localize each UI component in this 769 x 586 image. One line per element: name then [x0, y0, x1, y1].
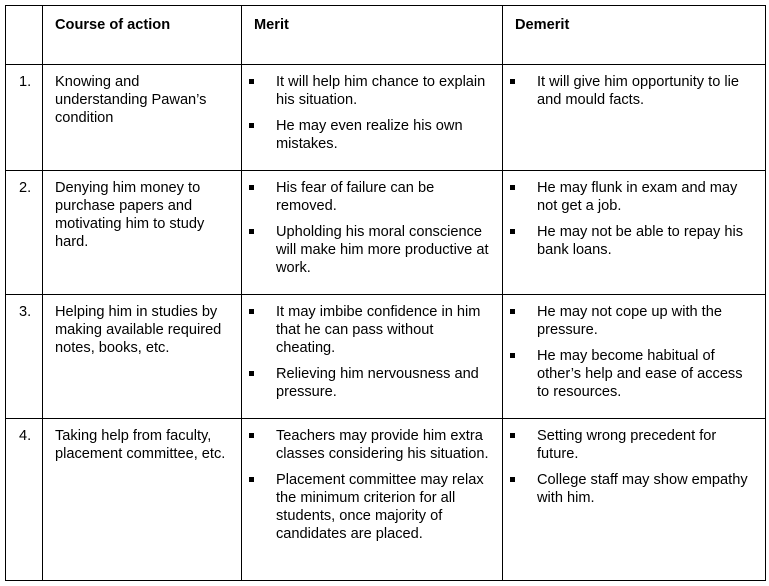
bullet-icon: [510, 229, 515, 234]
demerit-text: It will give him opportunity to lie and mould facts.: [537, 74, 739, 108]
merit-cell: [242, 65, 503, 171]
bullet-icon: [510, 477, 515, 482]
row-number: 3.: [6, 295, 43, 419]
demerit-text: Setting wrong precedent for future.: [537, 428, 717, 462]
bullet-icon: [510, 353, 515, 358]
merit-item: [242, 365, 492, 401]
course-of-action-cell: Helping him in studies by making available required notes, books, etc.: [43, 295, 242, 419]
course-of-action-cell: Denying him money to purchase papers and motivating him to study hard.: [43, 171, 242, 295]
table-header-row: [6, 6, 766, 65]
merit-cell: [242, 295, 503, 419]
table-row: [6, 295, 766, 419]
demerit-item: [503, 179, 755, 215]
merit-text: Placement committee may relax the minimum criterion for all students, once majority of candidates are placed.: [276, 472, 484, 542]
demerit-cell: [503, 295, 766, 419]
merit-text: Teachers may provide him extra classes considering his situation.: [276, 428, 489, 462]
demerit-text: He may flunk in exam and may not get a job.: [537, 180, 738, 214]
demerit-cell: [503, 65, 766, 171]
bullet-icon: [510, 433, 515, 438]
bullet-icon: [249, 477, 254, 482]
merit-text: Upholding his moral conscience will make him more productive at work.: [276, 224, 489, 276]
demerit-text: He may become habitual of other’s help and ease of access to resources.: [537, 348, 743, 400]
header-demerit: Demerit: [503, 6, 766, 65]
demerit-item: [503, 303, 755, 339]
table-row: [6, 65, 766, 171]
merit-item: [242, 427, 492, 463]
bullet-icon: [249, 371, 254, 376]
demerit-item: [503, 471, 755, 507]
header-merit: Merit: [242, 6, 503, 65]
bullet-icon: [249, 433, 254, 438]
table-row: [6, 171, 766, 295]
header-course-of-action: Course of action: [43, 6, 242, 65]
merit-item: [242, 117, 492, 153]
bullet-icon: [249, 79, 254, 84]
merit-text: His fear of failure can be removed.: [276, 180, 435, 214]
merit-text: He may even realize his own mistakes.: [276, 118, 463, 152]
merit-cell: [242, 419, 503, 581]
merit-text: It may imbibe confidence in him that he can pass without cheating.: [276, 304, 481, 356]
merit-item: [242, 303, 492, 357]
demerit-text: College staff may show empathy with him.: [537, 472, 748, 506]
demerit-text: He may not cope up with the pressure.: [537, 304, 722, 338]
bullet-icon: [249, 309, 254, 314]
row-number: 4.: [6, 419, 43, 581]
demerit-text: He may not be able to repay his bank loans.: [537, 224, 744, 258]
demerit-item: [503, 427, 755, 463]
merit-item: [242, 179, 492, 215]
merit-item: [242, 223, 492, 277]
bullet-icon: [249, 229, 254, 234]
merit-text: It will help him chance to explain his situation.: [276, 74, 486, 108]
merit-cell: [242, 171, 503, 295]
bullet-icon: [249, 123, 254, 128]
row-number: 2.: [6, 171, 43, 295]
row-number: 1.: [6, 65, 43, 171]
demerit-cell: [503, 419, 766, 581]
course-of-action-cell: Taking help from faculty, placement committee, etc.: [43, 419, 242, 581]
table-row: [6, 419, 766, 581]
demerit-cell: [503, 171, 766, 295]
demerit-item: [503, 347, 755, 401]
course-of-action-table: [5, 5, 766, 581]
bullet-icon: [510, 185, 515, 190]
demerit-item: [503, 73, 755, 109]
merit-text: Relieving him nervousness and pressure.: [276, 366, 479, 400]
bullet-icon: [510, 79, 515, 84]
course-of-action-cell: Knowing and understanding Pawan’s condition: [43, 65, 242, 171]
header-number: [6, 6, 43, 65]
bullet-icon: [510, 309, 515, 314]
merit-item: [242, 73, 492, 109]
demerit-item: [503, 223, 755, 259]
merit-item: [242, 471, 492, 543]
bullet-icon: [249, 185, 254, 190]
